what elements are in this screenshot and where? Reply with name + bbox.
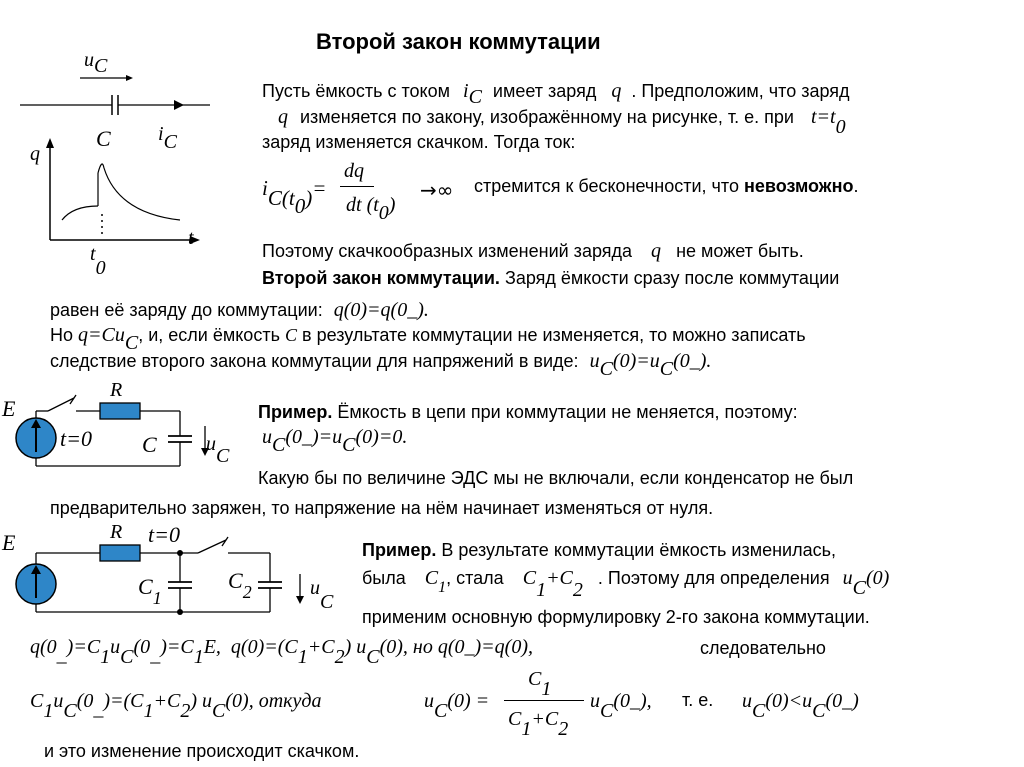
ic-symbol: iC (463, 80, 482, 108)
derivation-line1: q(0_)=C1uC(0_)=C1E, q(0)=(C1+C2) uC(0), но q(0_)=q(0), (30, 636, 533, 668)
ic-arrowhead (174, 100, 184, 110)
arrow-infinity: →∞ (420, 178, 454, 202)
frac-den: C1+C2 (508, 708, 569, 740)
frac-rhs: uC(0_), (590, 690, 652, 722)
resistor2-label: R (110, 522, 123, 543)
sledovatelno: следовательно (700, 638, 826, 658)
resistor-1 (100, 403, 140, 419)
emf-label: E (2, 396, 16, 421)
ic-t0-formula: iC(t0)= (262, 176, 327, 218)
uc-label: uC (84, 49, 108, 77)
para1-line1: Пусть ёмкость с током iC имеет заряд q . Предположим, что заряд (262, 80, 850, 108)
ex1-line2: Какую бы по величине ЭДС мы не включали, если конденсатор не был (258, 468, 854, 488)
uc-circuit-label: uC (206, 433, 230, 467)
switch-2 (198, 540, 226, 553)
resistor-label: R (110, 380, 123, 401)
para2: стремится к бесконечности, что невозможно. (474, 176, 859, 196)
frac-bar (504, 700, 584, 701)
cap-label: C (96, 126, 111, 151)
last-line: и это изменение происходит скачком. (44, 741, 360, 761)
emf2-label: E (2, 530, 16, 555)
switch-time-label: t=0 (60, 426, 92, 451)
fraction-bar (340, 186, 374, 187)
frac-lhs: uC(0) = (424, 690, 490, 722)
t-equals-t0: t=t0 (810, 106, 846, 138)
frac-num: C1 (528, 668, 552, 700)
para1-line2: q изменяется по закону, изображённому на рисунке, т. е. при t=t0 (278, 106, 846, 138)
resistor-2 (100, 545, 140, 561)
law-line4: следствие второго закона коммутации для напряжений в виде: uC(0)=uC(0_). (50, 350, 712, 380)
ex2-line2: была $C_1$, стала C1+C2 . Поэтому для определения uC(0) (362, 567, 890, 601)
te-label: т. е. (682, 690, 714, 710)
para1-line3: заряд изменяется скачком. Тогда ток: (262, 132, 576, 152)
uc-arrowhead (126, 75, 133, 81)
capacitor-charge-diagram (18, 48, 218, 288)
c1-label: $C_1$ (138, 574, 162, 608)
switch2-time-label: t=0 (148, 522, 180, 547)
t-axis-label: t (188, 227, 194, 249)
q-axis-label: q (30, 143, 40, 165)
c2-label: $C_2$ (228, 568, 252, 602)
ex1-line1: Пример. Ёмкость в цепи при коммутации не меняется, поэтому: (258, 402, 798, 422)
ex2-line3: применим основную формулировку 2-го закона коммутации. (362, 607, 870, 627)
charge-curve-after (98, 164, 180, 220)
law-line1: Второй закон коммутации. Заряд ёмкости сразу после коммутации (262, 268, 840, 288)
ic-label: iC (158, 123, 177, 153)
cap1-label: C (142, 432, 157, 457)
derivation-line2: C1uC(0_)=(C1+C2) uC(0), откуда (30, 690, 322, 722)
uc2-label: uC (310, 577, 334, 613)
ex1-line3: предварительно заряжен, то напряжение на нём начинает изменяться от нуля. (50, 498, 714, 518)
law-line3: Но q=CuC, и, если ёмкость C в результате коммутации не изменяется, то можно записать (50, 324, 806, 354)
t0-label: t0 (90, 243, 106, 279)
dt-denominator: dt (t0) (346, 194, 396, 224)
circuit-1 (0, 380, 250, 480)
uc-law-formula: uC(0)=uC(0_). (589, 350, 712, 380)
q-cu: q=CuC (78, 324, 139, 354)
charge-curve-before (62, 206, 98, 220)
ex1-formula: uC(0_)=uC(0)=0. (262, 426, 408, 456)
circuit-2 (0, 522, 350, 622)
law-line2: равен её заряду до коммутации: q(0)=q(0_). (50, 299, 429, 321)
q-axis-arrow (46, 138, 54, 148)
dq-numerator: dq (344, 160, 364, 182)
page-title: Второй закон коммутации (316, 29, 601, 54)
switch-1 (48, 398, 74, 411)
inequality: uC(0)<uC(0_) (742, 690, 859, 722)
para3: Поэтому скачкообразных изменений заряда q не может быть. (262, 240, 804, 262)
ex2-line1: Пример. В результате коммутации ёмкость изменилась, (362, 540, 837, 560)
